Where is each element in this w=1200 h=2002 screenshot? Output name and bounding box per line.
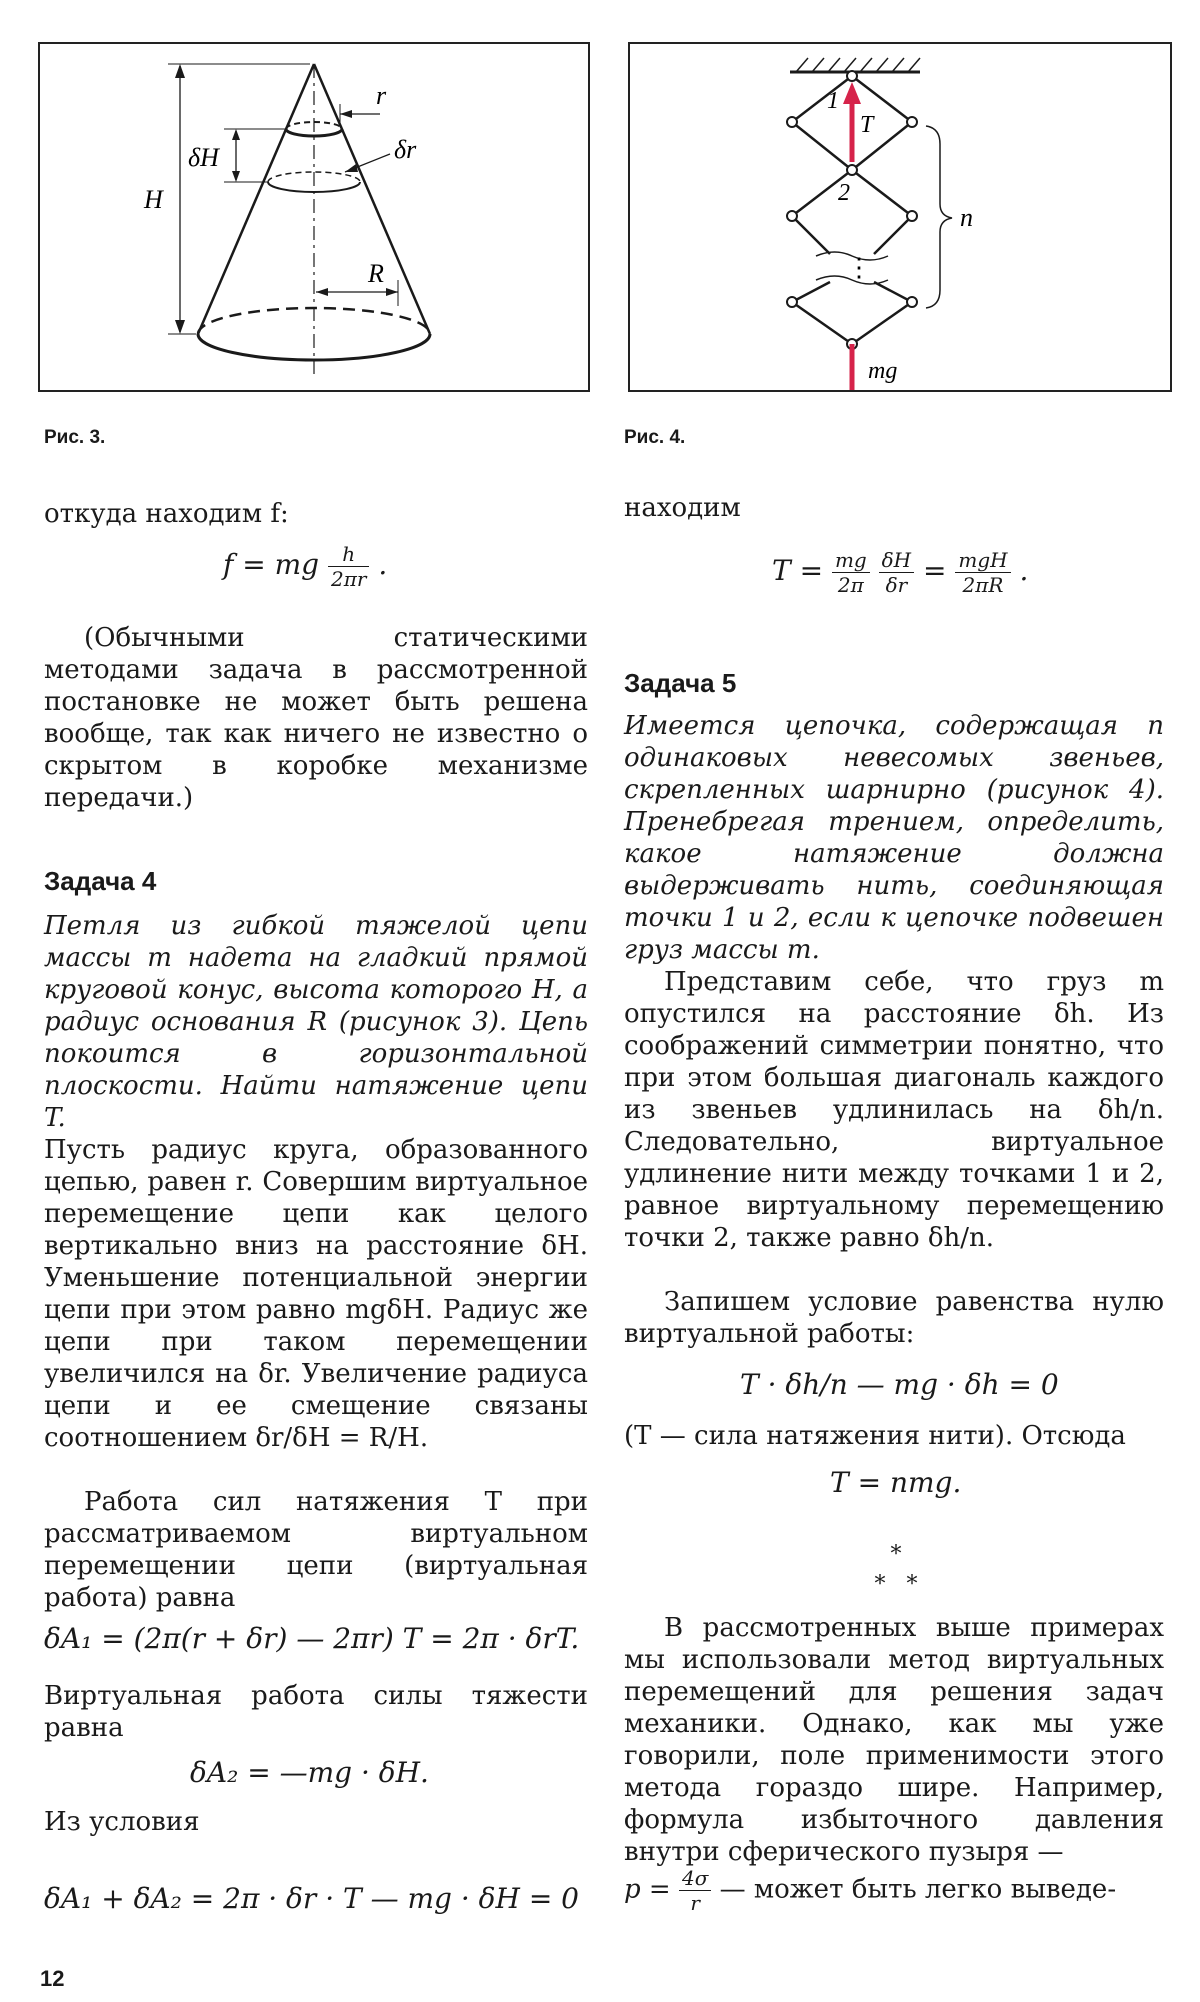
formula-f-fraction <box>328 542 369 591</box>
formula-T-den1: 2π <box>837 573 864 597</box>
task-4-para-1: Пусть радиус круга, образованного цепью, равен r. Совершим виртуальное перемещение цепи как целого вертикально вниз на расстояние δH. Уменьшение потенциальной энергии цепи при этом равно mgδH. Радиус же цепи при таком перемещении увеличился на δr. Увеличение радиуса цепи и ее смещение связаны соотношением δr/δH = R/H. <box>44 1135 588 1453</box>
formula-T-num1: mg <box>832 548 870 573</box>
formula-T-frac1 <box>832 548 870 597</box>
task-5-statement: Имеется цепочка, содержащая n одинаковых невесомых звеньев, скрепленных шарнирно (рисунок 4). Пренебрегая трением, определить, какое натяжение должна выдерживать нить, соединяющая точки 1 и 2, если к цепочке подвешен груз массы m. <box>624 711 1164 965</box>
formula-f-den: 2πr <box>331 567 367 591</box>
formula-T-frac2 <box>879 548 914 597</box>
formula-T-den2: δr <box>885 573 908 597</box>
formula-work-zero: T · δh/n — mg · δh = 0 <box>740 1368 1059 1401</box>
formula-T-result: T = nmg. <box>830 1466 962 1499</box>
page-number: 12 <box>40 1966 65 1991</box>
label-dr: δr <box>394 135 417 164</box>
figure-4-caption: Рис. 4. <box>624 427 686 448</box>
formula-f <box>223 542 387 591</box>
formula-pressure-lhs: p = <box>624 1874 671 1905</box>
formula-T-num2: δH <box>879 548 914 573</box>
linkage-diagram <box>630 44 1170 390</box>
formula-T <box>772 548 1028 597</box>
formula-f-num: h <box>328 542 369 567</box>
formula-dA1: δA₁ = (2π(r + δr) — 2πr) T = 2π · δrT. <box>44 1622 580 1655</box>
formula-pressure <box>624 1866 1116 1915</box>
label-mg: mg <box>868 358 898 384</box>
label-T: T <box>860 112 874 138</box>
formula-pressure-num: 4σ <box>679 1866 711 1891</box>
task-4-para-3: Виртуальная работа силы тяжести равна <box>44 1681 588 1743</box>
formula-dA2: δA₂ = —mg · δH. <box>190 1756 429 1789</box>
figure-4-linkage <box>628 42 1172 392</box>
closing-paragraph: В рассмотренных выше примерах мы использовали метод виртуальных перемещений для решения задач механики. Однако, как мы уже говорили, поле применимости этого метода гораздо шире. Например, формула избыточного давления внутри сферического пузыря — <box>624 1613 1164 1867</box>
task-5-para-1: Представим себе, что груз m опустился на расстояние δh. Из соображений симметрии понятно, что при этом большая диагональ каждого из звеньев удлинилась на δh/n. Следовательно, виртуальное удлинение нити между точками 1 и 2, равное виртуальному перемещению точки 2, также равно δh/n. <box>624 967 1164 1253</box>
task-5-para-2: Запишем условие равенства нулю виртуальной работы: <box>624 1287 1164 1349</box>
label-n: n <box>960 203 973 232</box>
intro-text: откуда находим f: <box>44 499 289 529</box>
formula-condition: δA₁ + δA₂ = 2π · δr · T — mg · δH = 0 <box>44 1882 579 1915</box>
formula-T-den3: 2πR <box>962 573 1004 597</box>
formula-T-num3: mgH <box>955 548 1010 573</box>
find-text: находим <box>624 493 741 523</box>
label-2: 2 <box>838 180 850 206</box>
formula-pressure-fraction <box>679 1866 711 1915</box>
figure-3-caption: Рис. 3. <box>44 427 106 448</box>
label-dots: ⋮ <box>846 253 872 283</box>
label-H: H <box>144 185 163 214</box>
note-paragraph: (Обычными статическими методами задача в рассмотренной постановке не может быть решена вообще, так как ничего не известно о скрытом в коробке механизме передачи.) <box>44 623 588 813</box>
task-4-statement: Петля из гибкой тяжелой цепи массы m надета на гладкий прямой круговой конус, высота которого H, а радиус основания R (рисунок 3). Цепь покоится в горизонтальной плоскости. Найти натяжение цепи T. <box>44 911 588 1133</box>
formula-f-tail: . <box>378 548 388 581</box>
formula-T-eq: = <box>923 554 947 587</box>
formula-T-frac3 <box>955 548 1010 597</box>
label-dH: δH <box>188 143 219 172</box>
formula-T-lhs: T = <box>772 554 824 587</box>
formula-f-lhs: f = mg <box>223 548 320 581</box>
task-5-heading: Задача 5 <box>624 668 737 698</box>
formula-T-tail: . <box>1019 554 1029 587</box>
task-4-heading: Задача 4 <box>44 866 157 896</box>
section-separator-bottom: * * <box>874 1572 918 1597</box>
label-1: 1 <box>827 88 839 114</box>
figure-3-cone <box>38 42 590 392</box>
task-4-para-2: Работа сил натяжения T при рассматриваемом виртуальном перемещении цепи (виртуальная работа) равна <box>44 1487 588 1613</box>
formula-pressure-den: r <box>690 1891 700 1915</box>
label-R: R <box>368 259 384 288</box>
section-separator-top: * <box>890 1542 902 1567</box>
task-5-para-3: (T — сила натяжения нити). Отсюда <box>624 1421 1126 1451</box>
label-r: r <box>376 81 387 110</box>
cone-diagram <box>40 44 588 390</box>
task-4-para-4: Из условия <box>44 1807 200 1837</box>
formula-pressure-tail: — может быть легко выведе- <box>719 1874 1117 1905</box>
